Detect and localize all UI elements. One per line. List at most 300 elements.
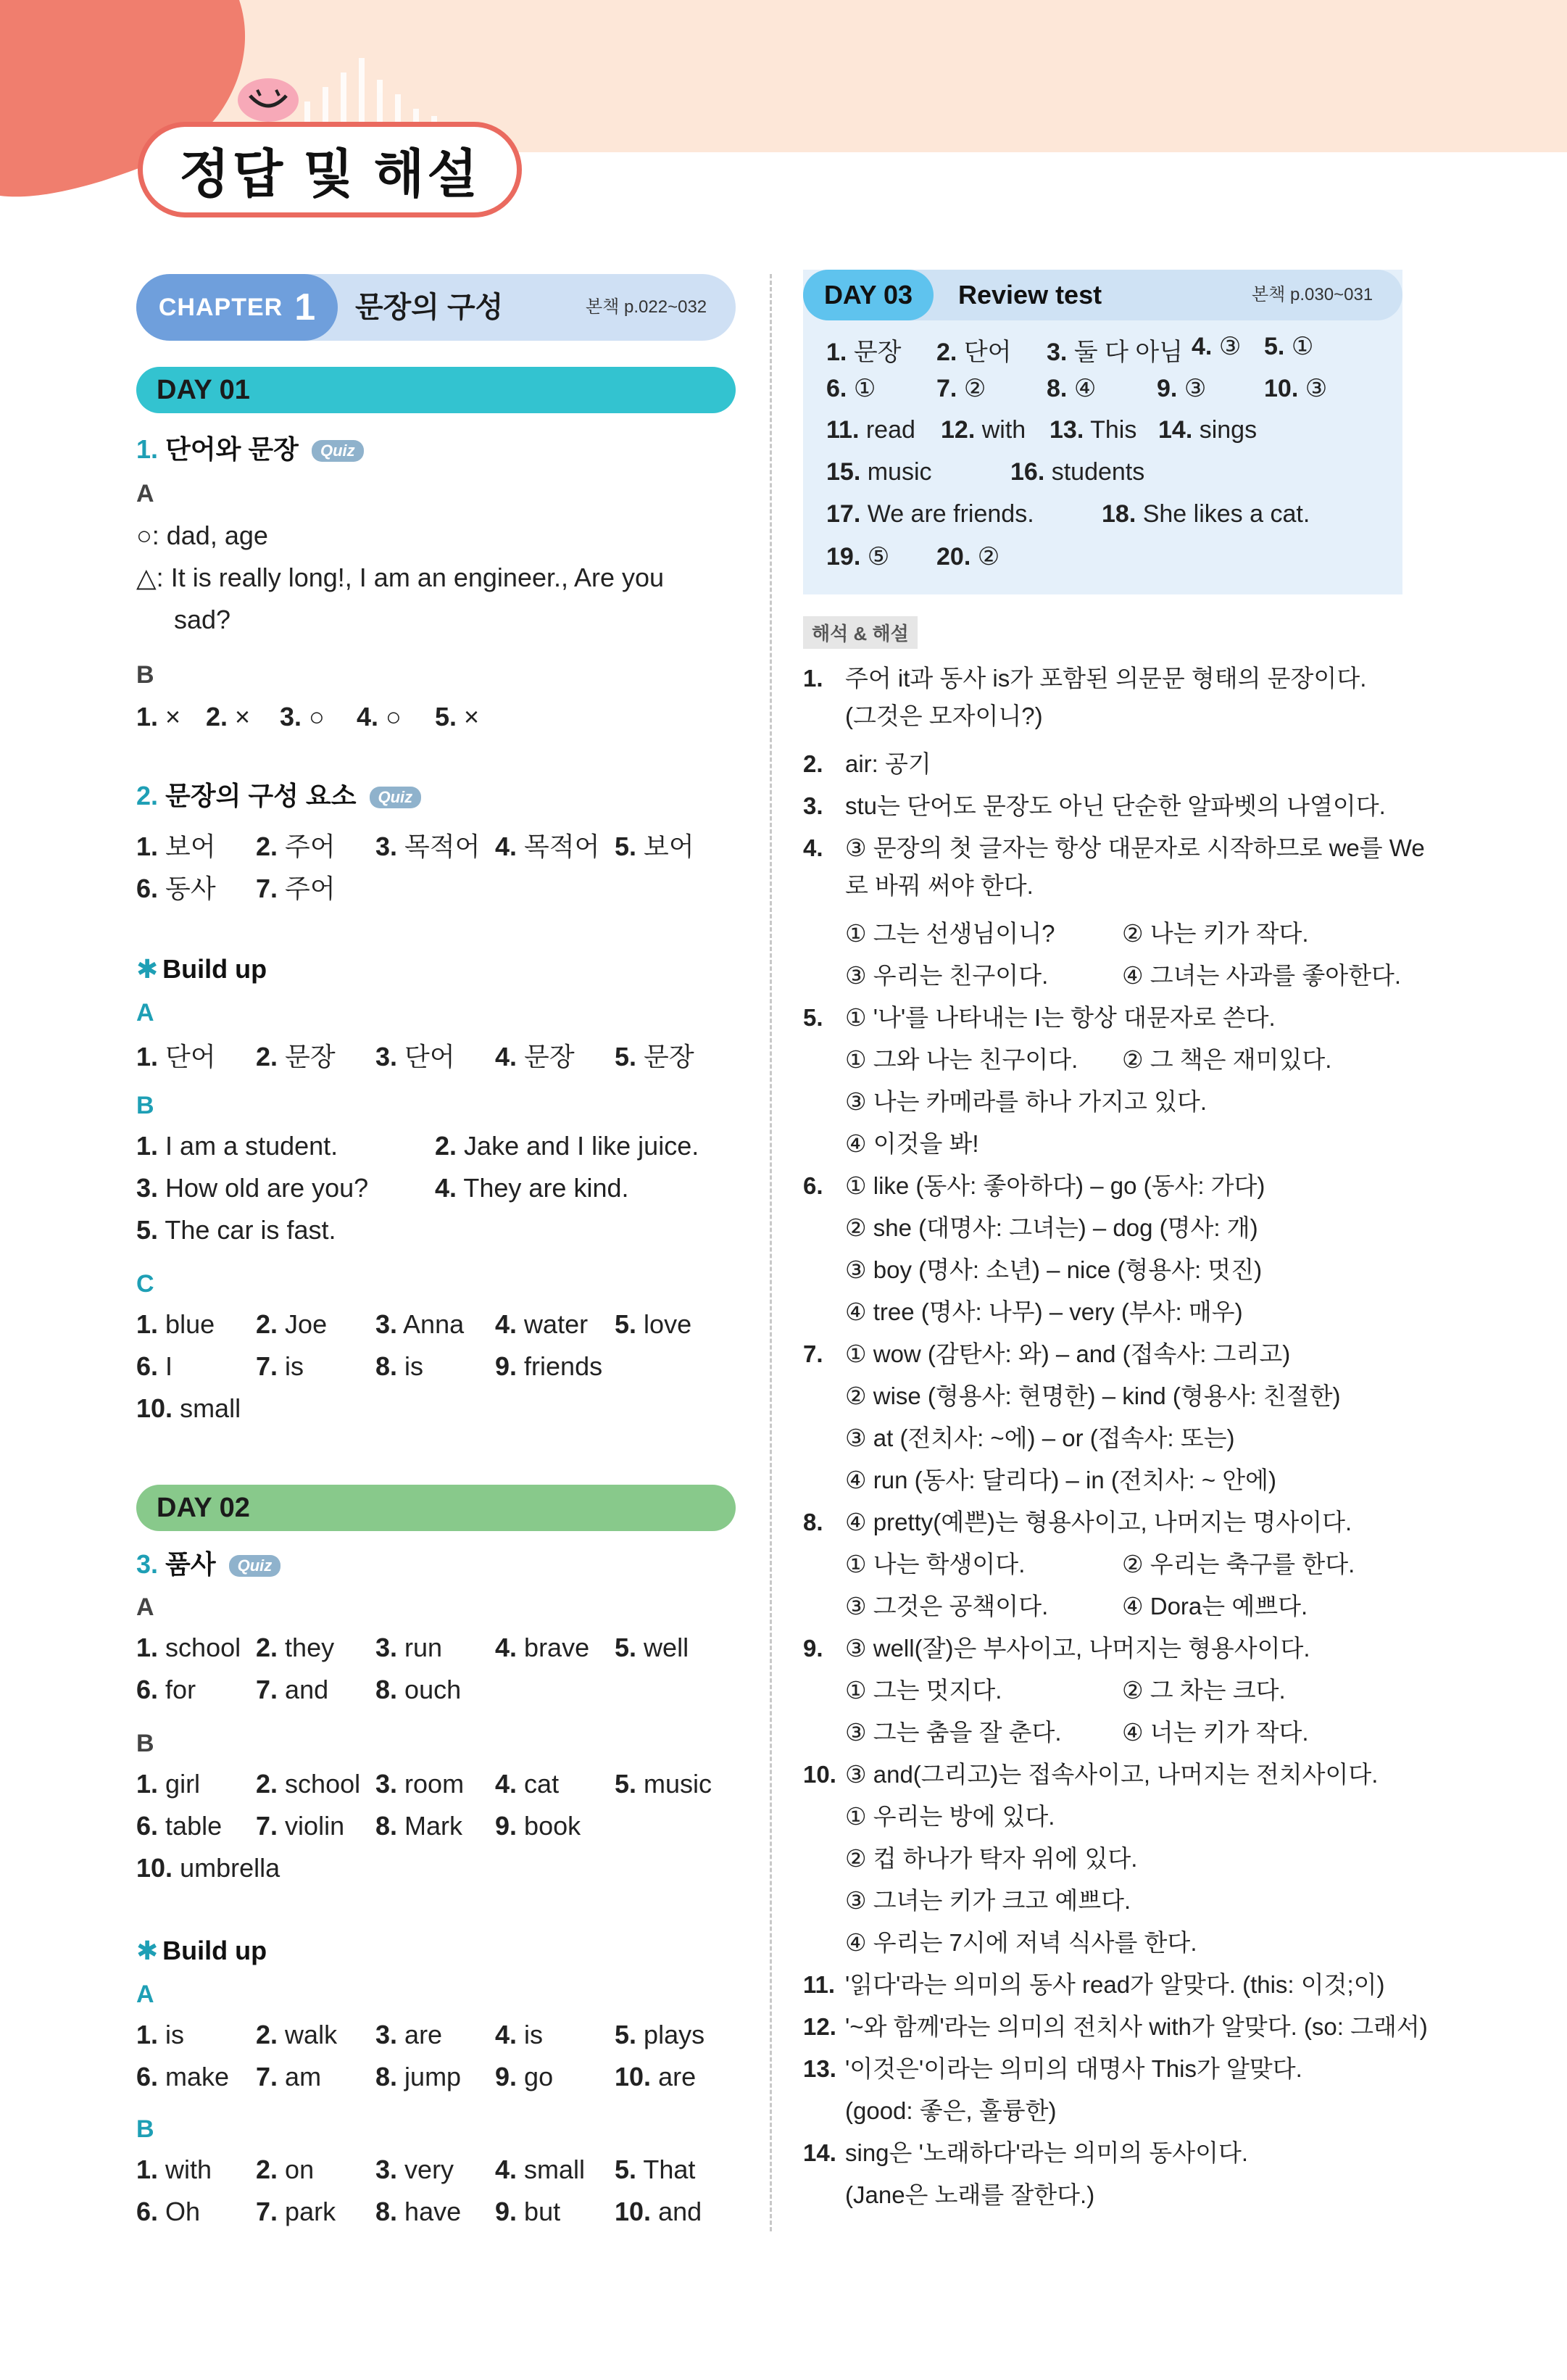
triangle-answer [136, 563, 664, 593]
explanation-item [803, 1966, 1385, 2000]
explanation-line: ④ tree (명사: 나무) – very (부사: 매우) [845, 1298, 1243, 1325]
item-num: 5. [136, 1215, 159, 1245]
answer-row [136, 1811, 615, 1841]
item-num: 8. [375, 2062, 398, 2091]
item-num: 4. [495, 2020, 518, 2049]
page-title: 정답 및 해설 [138, 122, 522, 217]
translation: ② 그 책은 재미있다. [1122, 1046, 1332, 1073]
day03-pill [803, 270, 934, 320]
translation: ③ 나는 카메라를 하나 가지고 있다. [845, 1088, 1208, 1115]
item-answer: 보어 [165, 832, 216, 861]
item-num: 10. [1264, 375, 1299, 402]
item-answer: is [524, 2020, 544, 2049]
circle-mark: ○: [136, 521, 159, 550]
item-num: 12. [803, 2013, 836, 2040]
item-num: 18. [1102, 500, 1136, 528]
item-answer: school [165, 1633, 241, 1662]
item-answer: 둘 다 아님 [1073, 339, 1184, 366]
part-label: B [136, 2115, 154, 2143]
item-num: 6. [136, 2197, 159, 2226]
item-answer: are [658, 2062, 697, 2091]
item-answer: jump [404, 2062, 462, 2091]
item-num: 10. [615, 2197, 652, 2226]
item-num: 12. [941, 416, 976, 444]
item-answer: music [644, 1769, 712, 1799]
item-num: 7. [256, 1351, 278, 1381]
item-answer: That [643, 2155, 696, 2184]
explanation-line: ④ run (동사: 달리다) – in (전치사: ~ 안에) [845, 1467, 1277, 1493]
item-answer: are [404, 2020, 443, 2049]
asterisk-icon: ✱ [136, 954, 159, 984]
translation: ④ 그녀는 사과를 좋아한다. [1122, 962, 1402, 989]
item-answer: music [867, 458, 932, 486]
item-num: 2. [256, 1042, 278, 1071]
section-1-title [136, 429, 364, 466]
item-num: 3. [1047, 339, 1068, 366]
item-num: 11. [826, 416, 860, 444]
part-label: C [136, 1270, 154, 1298]
item-num: 1. [136, 1633, 159, 1662]
item-answer: ② [963, 375, 986, 402]
item-answer: ③ [1218, 333, 1242, 360]
day01-banner: DAY 01 [136, 367, 736, 413]
item-num: 13. [803, 2055, 836, 2082]
explanation-text: sing은 '노래하다'라는 의미의 동사이다. [845, 2139, 1249, 2166]
item-answer: ③ [1184, 375, 1207, 402]
item-answer: umbrella [180, 1853, 280, 1883]
item-num: 9. [495, 2197, 518, 2226]
item-num: 4. [495, 2155, 518, 2184]
item-num: 10. [136, 1853, 173, 1883]
answer-row [136, 2062, 723, 2092]
item-num: 1. [803, 665, 823, 692]
item-num: 1. [826, 339, 847, 366]
explanation-line: ④ 우리는 7시에 저녁 식사를 한다. [845, 1929, 1197, 1956]
quiz-badge: Quiz [229, 1555, 281, 1577]
explanation-text: air: 공기 [845, 750, 931, 777]
item-num: 6. [136, 874, 159, 903]
explanation-item [803, 1630, 1310, 1664]
answer-row [826, 542, 999, 571]
explanation-text: ④ pretty(예쁜)는 형용사이고, 나머지는 명사이다. [845, 1509, 1352, 1535]
translation: ④ 이것을 봐! [845, 1130, 979, 1157]
explanation-item [803, 2134, 1248, 2168]
item-num: 4. [1192, 333, 1213, 360]
item-answer: am [285, 2062, 322, 2091]
item-answer: 주어 [285, 874, 336, 903]
translation: ③ 그것은 공책이다. [845, 1593, 1049, 1620]
item-num: 15. [826, 458, 861, 486]
item-answer: but [524, 2197, 561, 2226]
section-number: 1. [136, 434, 159, 464]
translation: ① 그는 멋지다. [845, 1677, 1002, 1704]
explanation-item [803, 999, 1276, 1033]
answer-row [136, 1309, 709, 1340]
item-num: 5. [615, 832, 637, 861]
item-num: 6. [136, 1351, 159, 1381]
circle-answer [136, 521, 268, 551]
item-answer: they [285, 1633, 335, 1662]
item-num: 2. [936, 339, 957, 366]
item-answer: Anna [403, 1309, 465, 1339]
item-answer: friends [524, 1351, 603, 1381]
part-label: A [136, 1981, 154, 2008]
answer-row [136, 826, 709, 863]
section-number: 3. [136, 1549, 159, 1579]
explanation-item [803, 1335, 1290, 1369]
item-num: 3. [375, 1309, 398, 1339]
item-num: 7. [803, 1340, 823, 1367]
item-num: 8. [375, 2197, 398, 2226]
part-label: A [136, 1593, 154, 1621]
item-answer: students [1051, 458, 1145, 486]
explanation-text: '~와 함께'라는 의미의 전치사 with가 알맞다. (so: 그래서) [845, 2013, 1428, 2040]
item-answer: small [524, 2155, 586, 2184]
item-num: 1. [136, 2155, 159, 2184]
item-answer: ④ [1073, 375, 1097, 402]
item-num: 3. [375, 1042, 398, 1071]
explanation-line: (good: 좋은, 훌륭한) [845, 2097, 1057, 2124]
item-num: 6. [826, 375, 847, 402]
item-num: 9. [495, 1351, 518, 1381]
answer-row [826, 458, 1144, 486]
section-title-text: 품사 [165, 1549, 216, 1579]
item-answer: is [404, 1351, 424, 1381]
item-num: 2. [256, 1309, 278, 1339]
triangle-mark: △: [136, 563, 164, 592]
item-answer: is [285, 1351, 304, 1381]
item-num: 1. [136, 2020, 159, 2049]
answer-row [136, 1769, 723, 1799]
explanation-item [803, 745, 931, 779]
explanation-item [803, 787, 1386, 821]
item-num: 14. [803, 2139, 836, 2166]
item-num: 5. [615, 1042, 637, 1071]
item-num: 5. [435, 702, 457, 731]
circle-words: dad, age [166, 521, 268, 550]
build-up-text: Build up [162, 954, 267, 984]
item-answer: cat [524, 1769, 560, 1799]
item-num: 13. [1049, 416, 1084, 444]
translation: ① 나는 학생이다. [845, 1551, 1026, 1577]
day02-banner: DAY 02 [136, 1485, 736, 1531]
section-2-title [136, 776, 421, 813]
explanation-text: stu는 단어도 문장도 아닌 단순한 알파벳의 나열이다. [845, 792, 1386, 819]
item-answer: 목적어 [524, 832, 600, 861]
item-num: 6. [803, 1172, 823, 1199]
build-up-text: Build up [162, 1936, 267, 1965]
item-num: 3. [280, 702, 302, 731]
item-num: 10. [136, 1393, 173, 1423]
explanation-item [803, 2050, 1302, 2084]
part-label: A [136, 480, 154, 507]
quiz-badge: Quiz [312, 440, 364, 462]
item-answer: ⑤ [867, 543, 890, 571]
answer-row [136, 2197, 723, 2227]
explanation-line: ③ at (전치사: ~에) – or (접속사: 또는) [845, 1425, 1235, 1451]
item-num: 6. [136, 1675, 159, 1704]
explanation-line: ① 우리는 방에 있다. [845, 1803, 1055, 1830]
item-answer: Jake and I like juice. [464, 1131, 699, 1161]
item-answer: How old are you? [165, 1173, 369, 1203]
explanation-label: 해석 & 해설 [803, 616, 918, 649]
explanation-line: ③ 그녀는 키가 크고 예쁘다. [845, 1887, 1131, 1914]
explanation-text: ③ and(그리고)는 접속사이고, 나머지는 전치사이다. [845, 1761, 1379, 1788]
item-answer: × [235, 702, 251, 731]
item-num: 1. [136, 702, 159, 731]
item-num: 7. [256, 874, 278, 903]
item-num: 20. [936, 543, 971, 571]
item-answer: make [165, 2062, 230, 2091]
item-answer: The car is fast. [165, 1215, 336, 1245]
explanation-item [803, 660, 1366, 694]
item-answer: × [165, 702, 181, 731]
item-num: 3. [803, 792, 823, 819]
item-answer: go [524, 2062, 554, 2091]
item-num: 1. [136, 832, 159, 861]
item-answer: very [404, 2155, 454, 2184]
item-answer: for [165, 1675, 196, 1704]
answer-row [136, 1675, 495, 1705]
answer-row [136, 1037, 709, 1074]
item-num: 7. [256, 2197, 278, 2226]
item-num: 8. [803, 1509, 823, 1535]
answer-row [826, 500, 1310, 528]
item-num: 9. [803, 1635, 823, 1662]
item-answer: 단어 [963, 339, 1012, 366]
item-num: 9. [495, 2062, 518, 2091]
item-answer: table [165, 1811, 223, 1841]
item-num: 9. [495, 1811, 518, 1841]
item-answer: blue [165, 1309, 215, 1339]
item-num: 17. [826, 500, 861, 528]
item-num: 3. [136, 1173, 159, 1203]
explanation-text: ③ 문장의 첫 글자는 항상 대문자로 시작하므로 we를 We [845, 834, 1425, 861]
item-answer: 동사 [165, 874, 216, 903]
item-answer: on [285, 2155, 315, 2184]
section-title-text: 문장의 구성 요소 [165, 781, 357, 810]
item-num: 8. [375, 1351, 398, 1381]
explanation-item [803, 2008, 1428, 2042]
item-num: 1. [136, 1131, 159, 1161]
item-answer: have [404, 2197, 462, 2226]
translation: ③ 그는 춤을 잘 춘다. [845, 1719, 1062, 1746]
explanation-item [803, 1167, 1265, 1201]
build-up-title [136, 1936, 267, 1966]
answer-row [136, 1351, 640, 1382]
item-num: 3. [375, 1633, 398, 1662]
item-answer: violin [285, 1811, 345, 1841]
chapter-word: CHAPTER [158, 293, 283, 321]
explanation-item [803, 829, 1425, 863]
answer-row [136, 1215, 336, 1245]
quiz-badge: Quiz [370, 787, 422, 808]
item-answer: × [464, 702, 480, 731]
item-num: 2. [256, 832, 278, 861]
item-num: 14. [1158, 416, 1193, 444]
item-num: 4. [495, 1042, 518, 1071]
item-num: 16. [1010, 458, 1045, 486]
translation: ③ 우리는 친구이다. [845, 962, 1049, 989]
item-num: 4. [495, 1633, 518, 1662]
item-answer: We are friends. [867, 500, 1034, 528]
answer-row [826, 416, 1303, 444]
item-answer: 문장 [853, 339, 902, 366]
part-label: B [136, 1092, 154, 1119]
explanation-line: ② wise (형용사: 현명한) – kind (형용사: 친절한) [845, 1382, 1341, 1409]
item-num: 5. [615, 2020, 637, 2049]
translation: ① 그는 선생님이니? [845, 920, 1055, 947]
item-answer: and [658, 2197, 702, 2226]
day-word: DAY [823, 280, 876, 310]
triangle-line-2: sad? [174, 605, 231, 634]
answer-row [136, 868, 375, 905]
item-num: 3. [375, 2020, 398, 2049]
item-answer: small [180, 1393, 241, 1423]
item-answer: with [981, 416, 1026, 444]
answer-row [826, 374, 1351, 403]
translation: ② 그 차는 크다. [1122, 1677, 1286, 1704]
explanation-item [803, 1756, 1378, 1790]
item-num: 2. [256, 2020, 278, 2049]
explanation-text: ① wow (감탄사: 와) – and (접속사: 그리고) [845, 1340, 1291, 1367]
item-answer: Joe [285, 1309, 328, 1339]
item-answer: 단어 [404, 1042, 455, 1071]
item-num: 7. [936, 375, 957, 402]
item-answer: park [285, 2197, 336, 2226]
translation: ④ Dora는 예쁘다. [1122, 1593, 1308, 1620]
item-answer: 문장 [644, 1042, 694, 1071]
item-num: 1. [136, 1309, 159, 1339]
item-num: 3. [375, 1769, 398, 1799]
item-num: 7. [256, 2062, 278, 2091]
item-num: 2. [256, 1633, 278, 1662]
item-answer: ① [853, 375, 876, 402]
item-num: 10. [803, 1761, 836, 1788]
item-num: 5. [1264, 333, 1285, 360]
item-answer: 문장 [285, 1042, 336, 1071]
part-label: A [136, 999, 154, 1027]
answer-row [136, 2155, 723, 2185]
item-num: 2. [435, 1131, 457, 1161]
item-num: 5. [615, 2155, 637, 2184]
item-answer: read [865, 416, 915, 444]
part-label: B [136, 1730, 154, 1757]
explanation-line: ② 컵 하나가 탁자 위에 있다. [845, 1845, 1138, 1872]
item-answer: love [644, 1309, 692, 1339]
item-answer: is [165, 2020, 185, 2049]
explanation-text: '읽다'라는 의미의 동사 read가 알맞다. (this: 이것;이) [845, 1971, 1385, 1998]
answer-row [136, 1393, 241, 1424]
item-answer: 주어 [285, 832, 336, 861]
item-num: 2. [256, 1769, 278, 1799]
item-num: 10. [615, 2062, 652, 2091]
review-page-ref: 본책 p.030~031 [1252, 285, 1373, 304]
translation: ② 나는 키가 작다. [1122, 920, 1309, 947]
item-answer: 단어 [165, 1042, 216, 1071]
section-title-text: 단어와 문장 [165, 434, 299, 464]
explanation-text: ① '나'를 나타내는 I는 항상 대문자로 쓴다. [845, 1004, 1276, 1031]
item-answer: Mark [404, 1811, 463, 1841]
item-num: 11. [803, 1971, 836, 1998]
item-num: 2. [803, 750, 823, 777]
build-up-title [136, 954, 267, 984]
item-num: 8. [1047, 375, 1068, 402]
day-number: 03 [884, 280, 913, 310]
item-answer: room [404, 1769, 465, 1799]
item-answer: sings [1199, 416, 1258, 444]
explanation-line: ② she (대명사: 그녀는) – dog (명사: 개) [845, 1214, 1258, 1241]
answer-row [136, 1131, 699, 1161]
item-num: 4. [495, 1309, 518, 1339]
section-number: 2. [136, 781, 159, 810]
item-num: 19. [826, 543, 861, 571]
item-answer: I [165, 1351, 173, 1381]
item-answer: ○ [386, 702, 402, 731]
answer-row [136, 1173, 629, 1203]
item-num: 9. [1157, 375, 1178, 402]
answer-row [136, 702, 493, 732]
item-answer: 보어 [644, 832, 694, 861]
item-answer: 문장 [524, 1042, 575, 1071]
smile-icon [236, 72, 301, 123]
item-num: 4. [435, 1173, 457, 1203]
item-answer: ouch [404, 1675, 462, 1704]
item-num: 6. [136, 1811, 159, 1841]
item-answer: brave [524, 1633, 590, 1662]
answer-row [136, 1633, 709, 1663]
section-3-title [136, 1544, 280, 1581]
item-num: 1. [136, 1769, 159, 1799]
item-answer: plays [644, 2020, 705, 2049]
translation: ④ 너는 키가 작다. [1122, 1719, 1309, 1746]
item-answer: well [644, 1633, 689, 1662]
item-answer: Oh [165, 2197, 201, 2226]
explanation-text: '이것은'이라는 의미의 대명사 This가 알맞다. [845, 2055, 1302, 2082]
item-num: 8. [375, 1811, 398, 1841]
chapter-title: 문장의 구성 [355, 291, 504, 323]
item-answer: girl [165, 1769, 201, 1799]
explanation-text: 주어 it과 동사 is가 포함된 의문문 형태의 문장이다. [845, 665, 1367, 692]
item-answer: I am a student. [165, 1131, 338, 1161]
explanation-line: 로 바꿔 써야 한다. [845, 872, 1034, 899]
item-num: 5. [615, 1769, 637, 1799]
item-answer: 목적어 [404, 832, 481, 861]
column-divider [770, 274, 772, 2231]
item-answer: This [1090, 416, 1137, 444]
part-label: B [136, 661, 154, 689]
item-num: 7. [256, 1811, 278, 1841]
item-num: 3. [375, 832, 398, 861]
item-num: 1. [136, 1042, 159, 1071]
explanation-text: ③ well(잘)은 부사이고, 나머지는 형용사이다. [845, 1635, 1310, 1662]
item-num: 4. [495, 1769, 518, 1799]
explanation-text: ① like (동사: 좋아하다) – go (동사: 가다) [845, 1172, 1265, 1199]
item-answer: walk [285, 2020, 338, 2049]
item-num: 2. [206, 702, 228, 731]
item-num: 5. [615, 1309, 637, 1339]
item-answer: ① [1291, 333, 1314, 360]
item-answer: ② [977, 543, 1000, 571]
explanation-item [803, 1504, 1352, 1538]
item-num: 8. [375, 1675, 398, 1704]
item-num: 4. [495, 832, 518, 861]
item-answer: run [404, 1633, 443, 1662]
item-num: 5. [615, 1633, 637, 1662]
item-num: 4. [357, 702, 379, 731]
item-answer: book [524, 1811, 581, 1841]
explanation-line: (그것은 모자이니?) [845, 702, 1043, 729]
